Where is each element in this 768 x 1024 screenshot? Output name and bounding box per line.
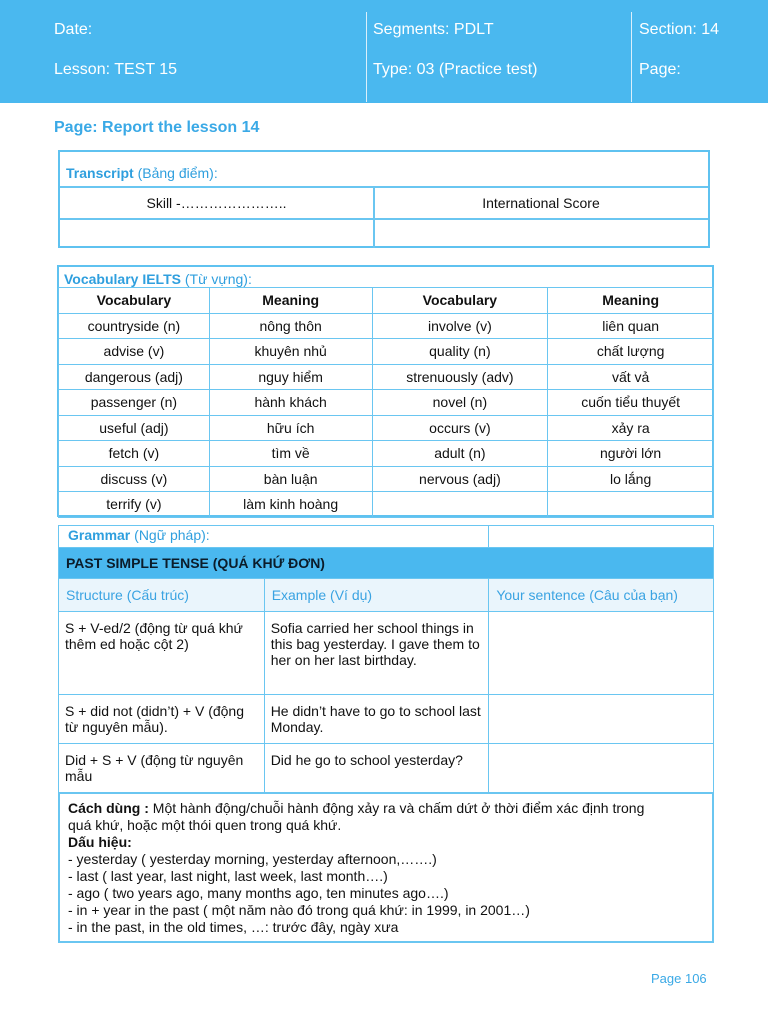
lesson-label: Lesson: TEST 15 (54, 61, 178, 78)
divider (60, 218, 708, 220)
table-row (59, 339, 714, 365)
grammar-heading (59, 526, 489, 548)
table-cell: occurs (v) (372, 415, 548, 441)
date-label: Date: (54, 21, 93, 38)
vocabulary-label: Vocabulary IELTS (64, 271, 181, 287)
sentence-cell[interactable] (489, 612, 714, 695)
page-number: Page 106 (651, 971, 707, 986)
grammar-heading-row (59, 526, 714, 548)
table-row (59, 313, 714, 339)
table-cell: dangerous (adj) (59, 364, 210, 390)
skill-cell: Skill -………………….. (146, 195, 287, 211)
grammar-label-vn: (Ngữ pháp): (130, 527, 210, 543)
sentence-cell[interactable] (489, 744, 714, 793)
table-cell: adult (n) (372, 441, 548, 467)
table-cell: người lớn (548, 441, 714, 467)
tense-title: PAST SIMPLE TENSE (QUÁ KHỨ ĐƠN) (59, 548, 714, 579)
table-cell: tìm về (209, 441, 372, 467)
transcript-label: Transcript (66, 165, 134, 181)
transcript-box (58, 150, 710, 248)
tense-title-row (59, 548, 714, 579)
usage-label: Cách dùng : (68, 800, 149, 816)
column-header: Your sentence (Câu của bạn) (489, 579, 714, 612)
column-header: Example (Ví dụ) (264, 579, 489, 612)
table-row (59, 492, 714, 518)
structure-cell: Did + S + V (động từ nguyên mẫu (59, 744, 265, 793)
sentence-cell[interactable] (489, 695, 714, 744)
column-header: Vocabulary (372, 288, 548, 314)
table-cell: quality (n) (372, 339, 548, 365)
table-cell: làm kinh hoàng (209, 492, 372, 518)
table-row (59, 612, 714, 695)
table-cell: cuốn tiểu thuyết (548, 390, 714, 416)
vocabulary-table (58, 287, 714, 518)
table-row (59, 695, 714, 744)
table-cell: hành khách (209, 390, 372, 416)
grammar-label: Grammar (68, 527, 131, 543)
table-cell: useful (adj) (59, 415, 210, 441)
table-row (59, 364, 714, 390)
sign-item: - yesterday ( yesterday morning, yesterday afternoon,…….) (68, 851, 437, 867)
table-cell: strenuously (adv) (372, 364, 548, 390)
table-cell: xảy ra (548, 415, 714, 441)
vocabulary-label-vn: (Từ vựng): (180, 271, 252, 287)
sign-item: - in + year in the past ( một năm nào đó trong quá khứ: in 1999, in 2001…) (68, 902, 530, 918)
table-cell: lo lắng (548, 466, 714, 492)
table-cell: advise (v) (59, 339, 210, 365)
signs-label: Dấu hiệu: (68, 834, 132, 850)
table-header-row (59, 579, 714, 612)
table-cell: liên quan (548, 313, 714, 339)
transcript-label-vn: (Bảng điểm): (133, 165, 218, 181)
table-cell: passenger (n) (59, 390, 210, 416)
table-cell: nông thôn (209, 313, 372, 339)
segments-label: Segments: PDLT (373, 21, 494, 38)
table-header-row (59, 288, 714, 314)
vocabulary-heading (64, 271, 252, 287)
header-divider (366, 12, 367, 102)
international-score-cell: International Score (482, 195, 600, 211)
column-header: Structure (Cấu trúc) (59, 579, 265, 612)
header-divider (631, 12, 632, 102)
sign-item: - ago ( two years ago, many months ago, ten minutes ago….) (68, 885, 449, 901)
table-cell (489, 526, 714, 548)
table-cell: fetch (v) (59, 441, 210, 467)
section-label: Section: 14 (639, 21, 720, 38)
column-header: Meaning (548, 288, 714, 314)
table-cell: nervous (adj) (372, 466, 548, 492)
usage-line: quá khứ, hoặc một thói quen trong quá khứ. (68, 817, 342, 833)
table-row (59, 415, 714, 441)
table-cell: bàn luận (209, 466, 372, 492)
divider (60, 186, 708, 188)
page-title: Page: Report the lesson 14 (54, 119, 260, 136)
usage-text: Một hành động/chuỗi hành động xảy ra và chấm dứt ở thời điểm xác định trong (148, 800, 645, 816)
sign-item: - last ( last year, last night, last week, last month….) (68, 868, 388, 884)
table-cell (548, 492, 714, 518)
table-row (59, 466, 714, 492)
structure-cell: S + did not (didn’t) + V (động từ nguyên mẫu). (59, 695, 265, 744)
table-cell: countryside (n) (59, 313, 210, 339)
table-cell: chất lượng (548, 339, 714, 365)
table-cell: vất vả (548, 364, 714, 390)
sign-item: - in the past, in the old times, …: trước đây, ngày xưa (68, 919, 399, 935)
table-row (59, 744, 714, 793)
table-row (59, 390, 714, 416)
grammar-table (58, 525, 714, 793)
table-row (59, 441, 714, 467)
example-cell: Sofia carried her school things in this bag yesterday. I gave them to her on her last birthday. (264, 612, 489, 695)
table-cell: khuyên nhủ (209, 339, 372, 365)
table-cell (372, 492, 548, 518)
column-header: Meaning (209, 288, 372, 314)
column-header: Vocabulary (59, 288, 210, 314)
page-label: Page: (639, 61, 681, 78)
table-cell: nguy hiểm (209, 364, 372, 390)
type-label: Type: 03 (Practice test) (373, 61, 538, 78)
table-cell: discuss (v) (59, 466, 210, 492)
example-cell: He didn’t have to go to school last Monday. (264, 695, 489, 744)
table-cell: novel (n) (372, 390, 548, 416)
usage-box (58, 792, 714, 943)
table-cell: involve (v) (372, 313, 548, 339)
header-bar (0, 0, 768, 103)
usage-line (68, 800, 704, 817)
table-cell: hữu ích (209, 415, 372, 441)
example-cell: Did he go to school yesterday? (264, 744, 489, 793)
structure-cell: S + V-ed/2 (động từ quá khứ thêm ed hoặc cột 2) (59, 612, 265, 695)
transcript-heading (66, 165, 218, 181)
table-cell: terrify (v) (59, 492, 210, 518)
